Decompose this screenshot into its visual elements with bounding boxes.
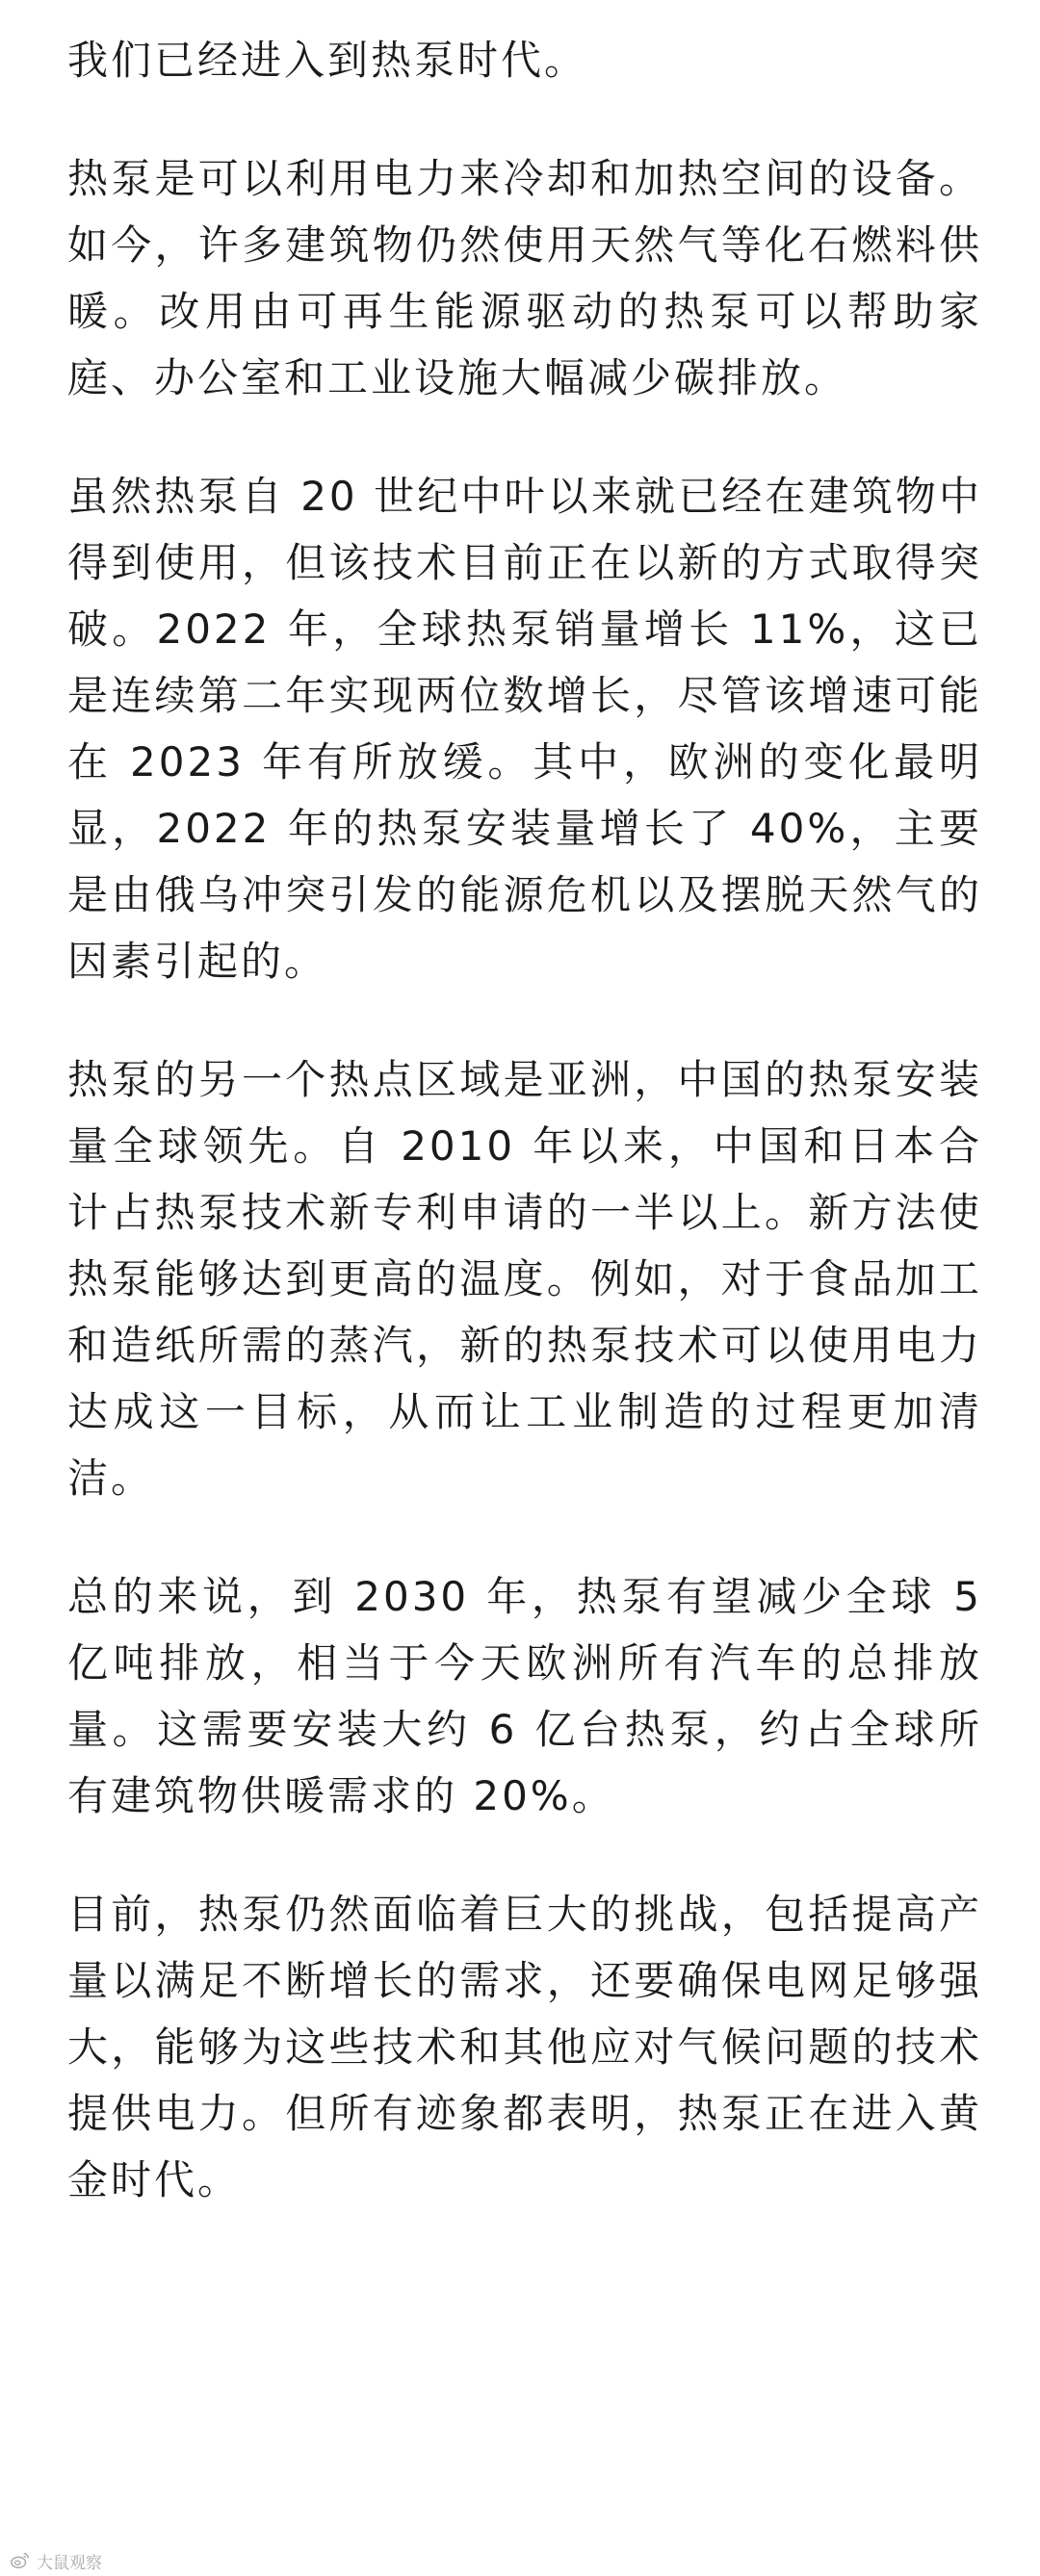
- paragraph-4: 热泵的另一个热点区域是亚洲，中国的热泵安装量全球领先。自 2010 年以来，中国和日本合计占热泵技术新专利申请的一半以上。新方法使热泵能够达到更高的温度。例如，对于食品加工和造纸所需的蒸汽，新的热泵技术可以使用电力达成这一目标，从而让工业制造的过程更加清洁。: [67, 1056, 982, 1502]
- paragraph-2: 热泵是可以利用电力来冷却和加热空间的设备。如今，许多建筑物仍然使用天然气等化石燃料供暖。改用由可再生能源驱动的热泵可以帮助家庭、办公室和工业设施大幅减少碳排放。: [67, 155, 982, 401]
- article-body: [67, 27, 982, 2265]
- watermark-text: 大鼠观察: [37, 2553, 102, 2573]
- paragraph-3: 虽然热泵自 20 世纪中叶以来就已经在建筑物中得到使用，但该技术目前正在以新的方式取得突破。2022 年，全球热泵销量增长 11%，这已是连续第二年实现两位数增长，尽管该增速可能在 2023 年有所放缓。其中，欧洲的变化最明显，2022 年的热泵安装量增长了 40%，主要是由俄乌冲突引发的能源危机以及摆脱天然气的因素引起的。: [67, 473, 982, 985]
- paragraph-5: 总的来说，到 2030 年，热泵有望减少全球 5 亿吨排放，相当于今天欧洲所有汽车的总排放量。这需要安装大约 6 亿台热泵，约占全球所有建筑物供暖需求的 20%。: [67, 1573, 982, 1819]
- paragraph-6: 目前，热泵仍然面临着巨大的挑战，包括提高产量以满足不断增长的需求，还要确保电网足够强大，能够为这些技术和其他应对气候问题的技术提供电力。但所有迹象都表明，热泵正在进入黄金时代。: [67, 1891, 982, 2203]
- weibo-logo-icon: [10, 2550, 31, 2571]
- paragraph-1: 我们已经进入到热泵时代。: [67, 37, 588, 84]
- watermark: [10, 2549, 102, 2572]
